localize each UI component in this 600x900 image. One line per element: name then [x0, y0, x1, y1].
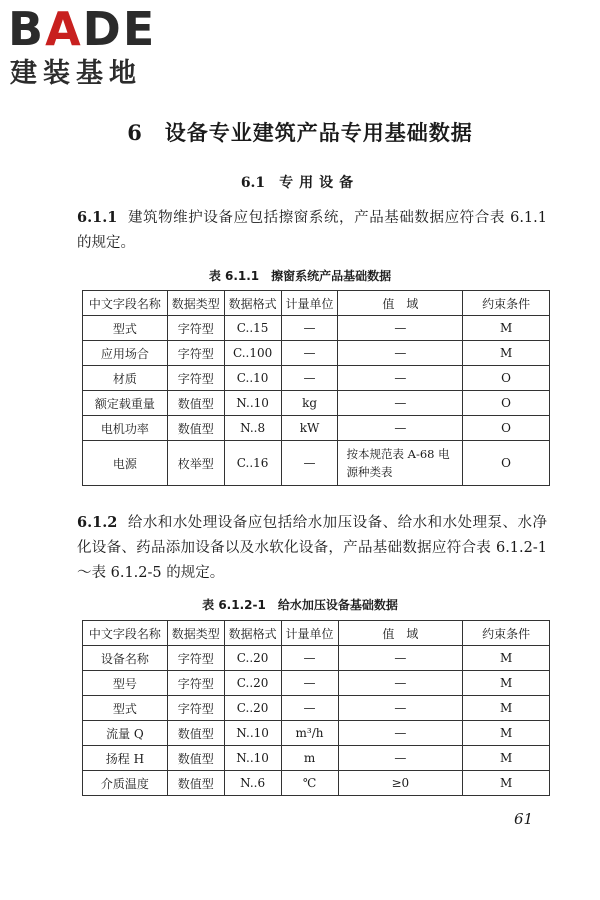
- clause-6-1-1: [77, 205, 547, 256]
- table-cell: N..10: [224, 391, 281, 416]
- table-cell: 型式: [83, 696, 168, 721]
- table-cell: 字符型: [167, 696, 224, 721]
- table-cell: N..6: [224, 771, 281, 796]
- clause-number: 6.1.1: [77, 209, 118, 226]
- chapter-title: 6 设备专业建筑产品专用基础数据: [127, 120, 473, 145]
- table-row: [83, 671, 550, 696]
- table-cell: C..20: [224, 696, 281, 721]
- table-header-row: [83, 621, 550, 646]
- table-cell: —: [281, 441, 338, 486]
- table-cell: N..10: [224, 746, 281, 771]
- header-cell: 数据类型: [167, 621, 224, 646]
- table-cell: C..16: [224, 441, 281, 486]
- table-cell: 电源: [83, 441, 168, 486]
- table-cell: M: [463, 341, 550, 366]
- table-caption-6-1-2-1: 表 6.1.2-1 给水加压设备基础数据: [202, 598, 398, 612]
- table-cell: —: [338, 671, 463, 696]
- table-row: [83, 696, 550, 721]
- header-cell: 计量单位: [281, 621, 338, 646]
- table-row: [83, 316, 550, 341]
- table-cell: —: [338, 316, 463, 341]
- header-cell: 中文字段名称: [83, 621, 168, 646]
- table-cell: 字符型: [167, 341, 224, 366]
- table-cell: O: [463, 391, 550, 416]
- table-cell: 额定载重量: [83, 391, 168, 416]
- table-cell: 数值型: [167, 391, 224, 416]
- table-cell: C..20: [224, 646, 281, 671]
- table-row: [83, 391, 550, 416]
- table-cell: C..100: [224, 341, 281, 366]
- header-cell: 约束条件: [463, 291, 550, 316]
- table-cell: M: [463, 316, 550, 341]
- table-cell: N..10: [224, 721, 281, 746]
- brand-logo: [8, 4, 183, 94]
- table-cell: kW: [281, 416, 338, 441]
- table-cell: —: [338, 646, 463, 671]
- section-number: 6.1: [240, 175, 266, 191]
- table-header-row: [83, 291, 550, 316]
- table-cell: 设备名称: [83, 646, 168, 671]
- table-cell: C..10: [224, 366, 281, 391]
- table-cell: —: [338, 391, 463, 416]
- table-cell: 数值型: [167, 416, 224, 441]
- clause-text: 建筑物维护设备应包括擦窗系统，产品基础数据应符合表 6.1.1 的规定。: [77, 210, 547, 251]
- header-cell: 中文字段名称: [83, 291, 168, 316]
- table-row: [83, 416, 550, 441]
- header-cell: 数据格式: [224, 291, 281, 316]
- table-cell: ℃: [281, 771, 338, 796]
- section-heading: 专用设备: [279, 175, 360, 191]
- table-cell: 枚举型: [167, 441, 224, 486]
- table-cell: 应用场合: [83, 341, 168, 366]
- table-cell: 数值型: [167, 746, 224, 771]
- table-cell: 型号: [83, 671, 168, 696]
- table-cell: M: [463, 746, 550, 771]
- table-cell: 流量 Q: [83, 721, 168, 746]
- table-cell: M: [463, 771, 550, 796]
- table-caption-6-1-1: 表 6.1.1 擦窗系统产品基础数据: [208, 269, 392, 283]
- table-cell: O: [463, 441, 550, 486]
- header-cell: 数据类型: [167, 291, 224, 316]
- table-row: [83, 721, 550, 746]
- clause-6-1-2: [77, 510, 547, 586]
- header-cell: 数据格式: [224, 621, 281, 646]
- table-cell: —: [281, 671, 338, 696]
- clause-number: 6.1.2: [77, 514, 118, 531]
- table-cell: —: [281, 316, 338, 341]
- table-cell: C..20: [224, 671, 281, 696]
- table-cell: 字符型: [167, 316, 224, 341]
- table-row: [83, 646, 550, 671]
- table-cell: 数值型: [167, 771, 224, 796]
- table-cell: —: [281, 646, 338, 671]
- table-cell: N..8: [224, 416, 281, 441]
- table-cell: m: [281, 746, 338, 771]
- table-cell: 数值型: [167, 721, 224, 746]
- table-water-pressurization: [82, 620, 550, 796]
- table-cell: 型式: [83, 316, 168, 341]
- table-cell: —: [338, 696, 463, 721]
- table-cell: M: [463, 646, 550, 671]
- table-cell: M: [463, 696, 550, 721]
- table-cell: —: [281, 341, 338, 366]
- table-cell: M: [463, 721, 550, 746]
- table-cell: 字符型: [167, 366, 224, 391]
- table-cell: 介质温度: [83, 771, 168, 796]
- table-cell: 材质: [83, 366, 168, 391]
- table-cell: 字符型: [167, 671, 224, 696]
- table-cell: m³/h: [281, 721, 338, 746]
- table-row: [83, 341, 550, 366]
- header-cell: 约束条件: [463, 621, 550, 646]
- table-cell: —: [281, 696, 338, 721]
- header-cell: 值 域: [338, 621, 463, 646]
- header-cell: 值 域: [338, 291, 463, 316]
- section-title: [0, 172, 600, 192]
- table-row: [83, 746, 550, 771]
- table-cell: M: [463, 671, 550, 696]
- table-cell: O: [463, 366, 550, 391]
- logo-wordmark: BADE: [8, 2, 157, 56]
- table-row: [83, 771, 550, 796]
- logo-subtitle: 建装基地: [10, 58, 142, 89]
- table-cell: 按本规范表 A-68 电源种类表: [338, 441, 463, 486]
- table-cell: —: [281, 366, 338, 391]
- table-cell: —: [338, 746, 463, 771]
- table-window-cleaning-system: [82, 290, 550, 486]
- page-number: 61: [514, 810, 534, 828]
- table-cell: 扬程 H: [83, 746, 168, 771]
- table-cell: C..15: [224, 316, 281, 341]
- table-cell: —: [338, 416, 463, 441]
- table-cell: 字符型: [167, 646, 224, 671]
- table-cell: ≥0: [338, 771, 463, 796]
- clause-text: 给水和水处理设备应包括给水加压设备、给水和水处理泵、水净化设备、药品添加设备以及水软化设备，产品基础数据应符合表 6.1.2-1～表 6.1.2-5 的规定。: [77, 515, 547, 581]
- header-cell: 计量单位: [281, 291, 338, 316]
- table-cell: 电机功率: [83, 416, 168, 441]
- table-cell: —: [338, 366, 463, 391]
- table-cell: —: [338, 721, 463, 746]
- table-row: [83, 366, 550, 391]
- table-cell: —: [338, 341, 463, 366]
- table-cell: O: [463, 416, 550, 441]
- table-row: [83, 441, 550, 486]
- table-cell: kg: [281, 391, 338, 416]
